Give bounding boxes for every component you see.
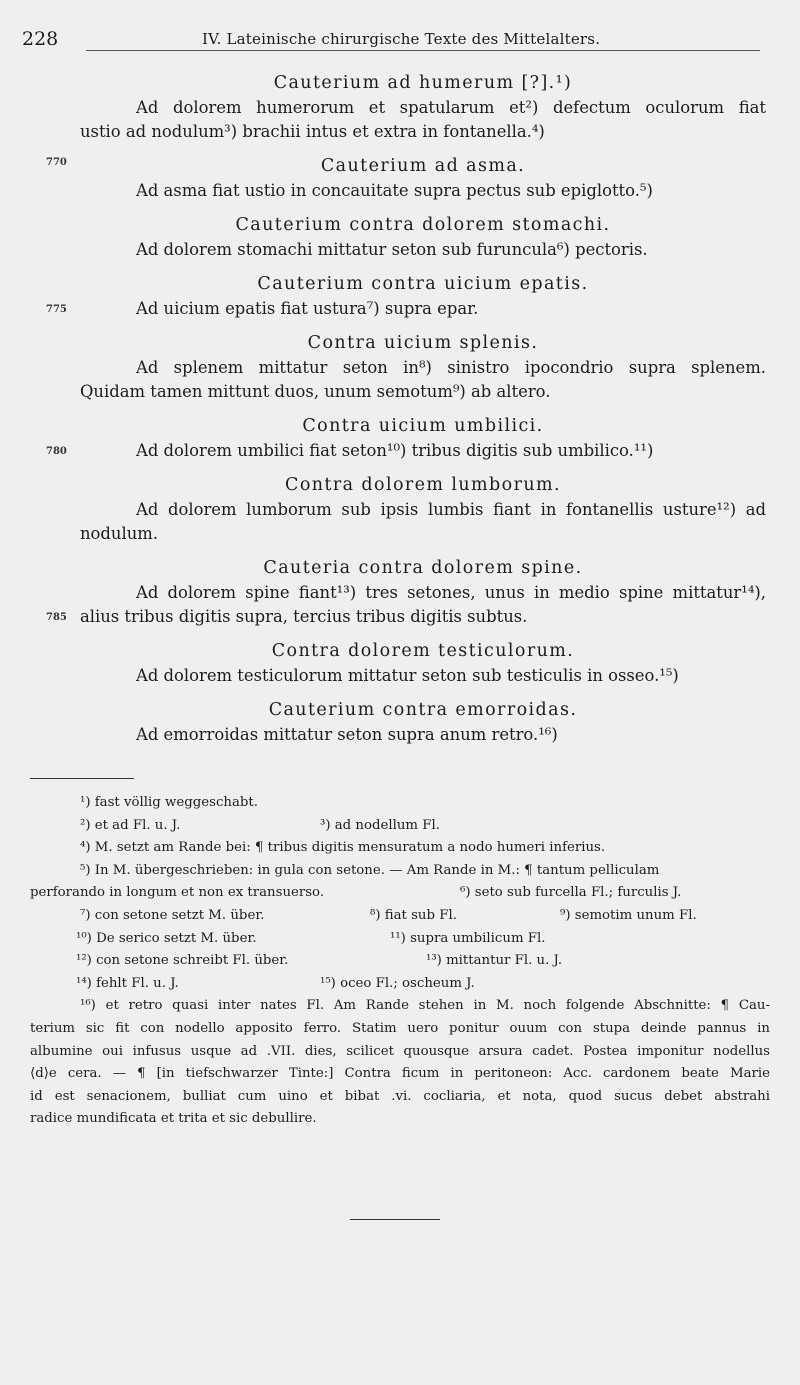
section-heading: Contra uicium umbilici. <box>302 416 544 436</box>
page-number: 228 <box>22 28 59 50</box>
section-testiculorum <box>80 638 766 688</box>
section-heading: Cauterium contra dolorem stomachi. <box>235 215 611 235</box>
footnote-6: ⁶) seto sub furcella Fl.; furculis J. <box>460 885 682 901</box>
footnote-row <box>30 928 770 951</box>
section-emorroidas <box>80 697 766 747</box>
footnote-5-cont: perforando in longum et non ex transuerso. <box>30 885 325 901</box>
text-line: Ad dolorem stomachi mittatur seton sub furuncula⁶) pectoris. <box>136 240 648 259</box>
section-heading: Contra dolorem testiculorum. <box>271 641 575 661</box>
text-line: Ad dolorem spine fiant¹³) tres setones, unus in medio spine mittatur¹⁴), <box>136 583 766 602</box>
section-heading: Cauterium contra emorroidas. <box>268 700 578 720</box>
footnote-2: ²) et ad Fl. u. J. <box>80 817 181 833</box>
section-heading: Cauterium ad humerum [?].¹) <box>273 73 573 93</box>
footnote-16-cont: radice mundificata et trita et sic debullire. <box>30 1111 317 1127</box>
text-line: Ad dolorem humerorum et spatularum et²) defectum oculorum fiat <box>136 98 766 117</box>
line-number: 785 <box>46 612 67 623</box>
footnote-5: ⁵) In M. übergeschrieben: in gula con setone. — Am Rande in M.: ¶ tantum pelliculam <box>80 862 660 878</box>
section-heading: Cauteria contra dolorem spine. <box>263 558 583 578</box>
text-line: Ad dolorem lumborum sub ipsis lumbis fiant in fontanellis usture¹²) ad <box>136 500 766 519</box>
text-line: nodulum. <box>80 524 159 543</box>
footnotes <box>30 792 770 1131</box>
footnote-15: ¹⁵) oceo Fl.; oscheum J. <box>320 975 475 991</box>
section-heading: Cauterium contra uicium epatis. <box>257 274 589 294</box>
footnote-16-cont: ⟨d⟩e cera. — ¶ [in tiefschwarzer Tinte:] Contra ficum in peritoneon: Acc. cardonem beate Marie <box>30 1066 770 1082</box>
footnote-13: ¹³) mittantur Fl. u. J. <box>426 953 563 969</box>
section-humerum <box>80 70 766 144</box>
footnote-16-cont: id est senacionem, bulliat cum uino et bibat .vi. cocliaria, et nota, quod sucus debet abstrahi <box>30 1088 770 1104</box>
main-text <box>46 70 766 747</box>
text-line: Ad asma fiat ustio in concauitate supra pectus sub epiglotto.⁵) <box>136 181 653 200</box>
line-number: 770 <box>46 157 67 168</box>
text-line: alius tribus digitis supra, tercius tribus digitis subtus. <box>80 607 528 626</box>
section-heading: Cauterium ad asma. <box>320 156 526 176</box>
footnote-row <box>30 815 770 838</box>
section-asma <box>46 153 766 203</box>
section-spine <box>46 555 766 629</box>
footnote-1: ¹) fast völlig weggeschabt. <box>80 795 258 810</box>
section-heading: Contra dolorem lumborum. <box>285 475 561 495</box>
footnote-16-cont: terium sic fit con nodello apposito ferro. Statim uero ponitur ouum con stupa deinde pannus in <box>30 1020 770 1036</box>
text-line: ustio ad nodulum³) brachii intus et extra in fontanella.⁴) <box>80 122 545 141</box>
footnote-4: ⁴) M. setzt am Rande bei: ¶ tribus digitis mensuratum a nodo humeri inferius. <box>80 840 606 856</box>
section-splenis <box>80 330 766 404</box>
page-header <box>22 24 760 56</box>
footnote-9: ⁹) semotim unum Fl. <box>560 907 697 923</box>
text-line: Ad dolorem umbilici fiat seton¹⁰) tribus digitis sub umbilico.¹¹) <box>136 441 654 460</box>
footnote-16-cont: albumine oui infusus usque ad .VII. dies, scilicet quousque arsura cadet. Postea imponitur nodellus <box>30 1043 770 1059</box>
footnote-row <box>30 973 770 996</box>
line-number: 775 <box>46 304 67 315</box>
section-heading: Contra uicium splenis. <box>307 333 539 353</box>
line-number: 780 <box>46 446 67 457</box>
running-title: IV. Lateinische chirurgische Texte des Mittelalters. <box>202 30 601 48</box>
footnote-8: ⁸) fiat sub Fl. <box>370 907 457 923</box>
footnote-row <box>30 882 770 905</box>
text-line: Ad emorroidas mittatur seton supra anum retro.¹⁶) <box>136 725 558 744</box>
closing-rule <box>350 1219 440 1220</box>
text-line: Ad splenem mittatur seton in⁸) sinistro ipocondrio supra splenem. <box>136 358 766 377</box>
footnote-7: ⁷) con setone setzt M. über. <box>80 907 265 923</box>
footnote-11: ¹¹) supra umbilicum Fl. <box>390 930 546 946</box>
footnote-12: ¹²) con setone schreibt Fl. über. <box>76 953 289 969</box>
section-umbilici <box>46 413 766 463</box>
footnote-14: ¹⁴) fehlt Fl. u. J. <box>76 975 179 991</box>
footnote-row <box>30 950 770 973</box>
footnote-3: ³) ad nodellum Fl. <box>320 817 440 833</box>
text-line: Ad dolorem testiculorum mittatur seton sub testiculis in osseo.¹⁵) <box>136 666 679 685</box>
text-line: Quidam tamen mittunt duos, unum semotum⁹) ab altero. <box>80 382 551 401</box>
header-rule <box>86 50 760 51</box>
footnote-rule <box>30 778 134 779</box>
section-stomachi <box>80 212 766 262</box>
section-lumborum <box>80 472 766 546</box>
footnote-16: ¹⁶) et retro quasi inter nates Fl. Am Rande stehen in M. noch folgende Abschnitte: ¶ Cau- <box>80 998 770 1014</box>
text-line: Ad uicium epatis fiat ustura⁷) supra epar. <box>136 299 479 318</box>
section-epatis <box>46 271 766 321</box>
footnote-10: ¹⁰) De serico setzt M. über. <box>76 930 257 946</box>
footnote-row <box>30 905 770 928</box>
